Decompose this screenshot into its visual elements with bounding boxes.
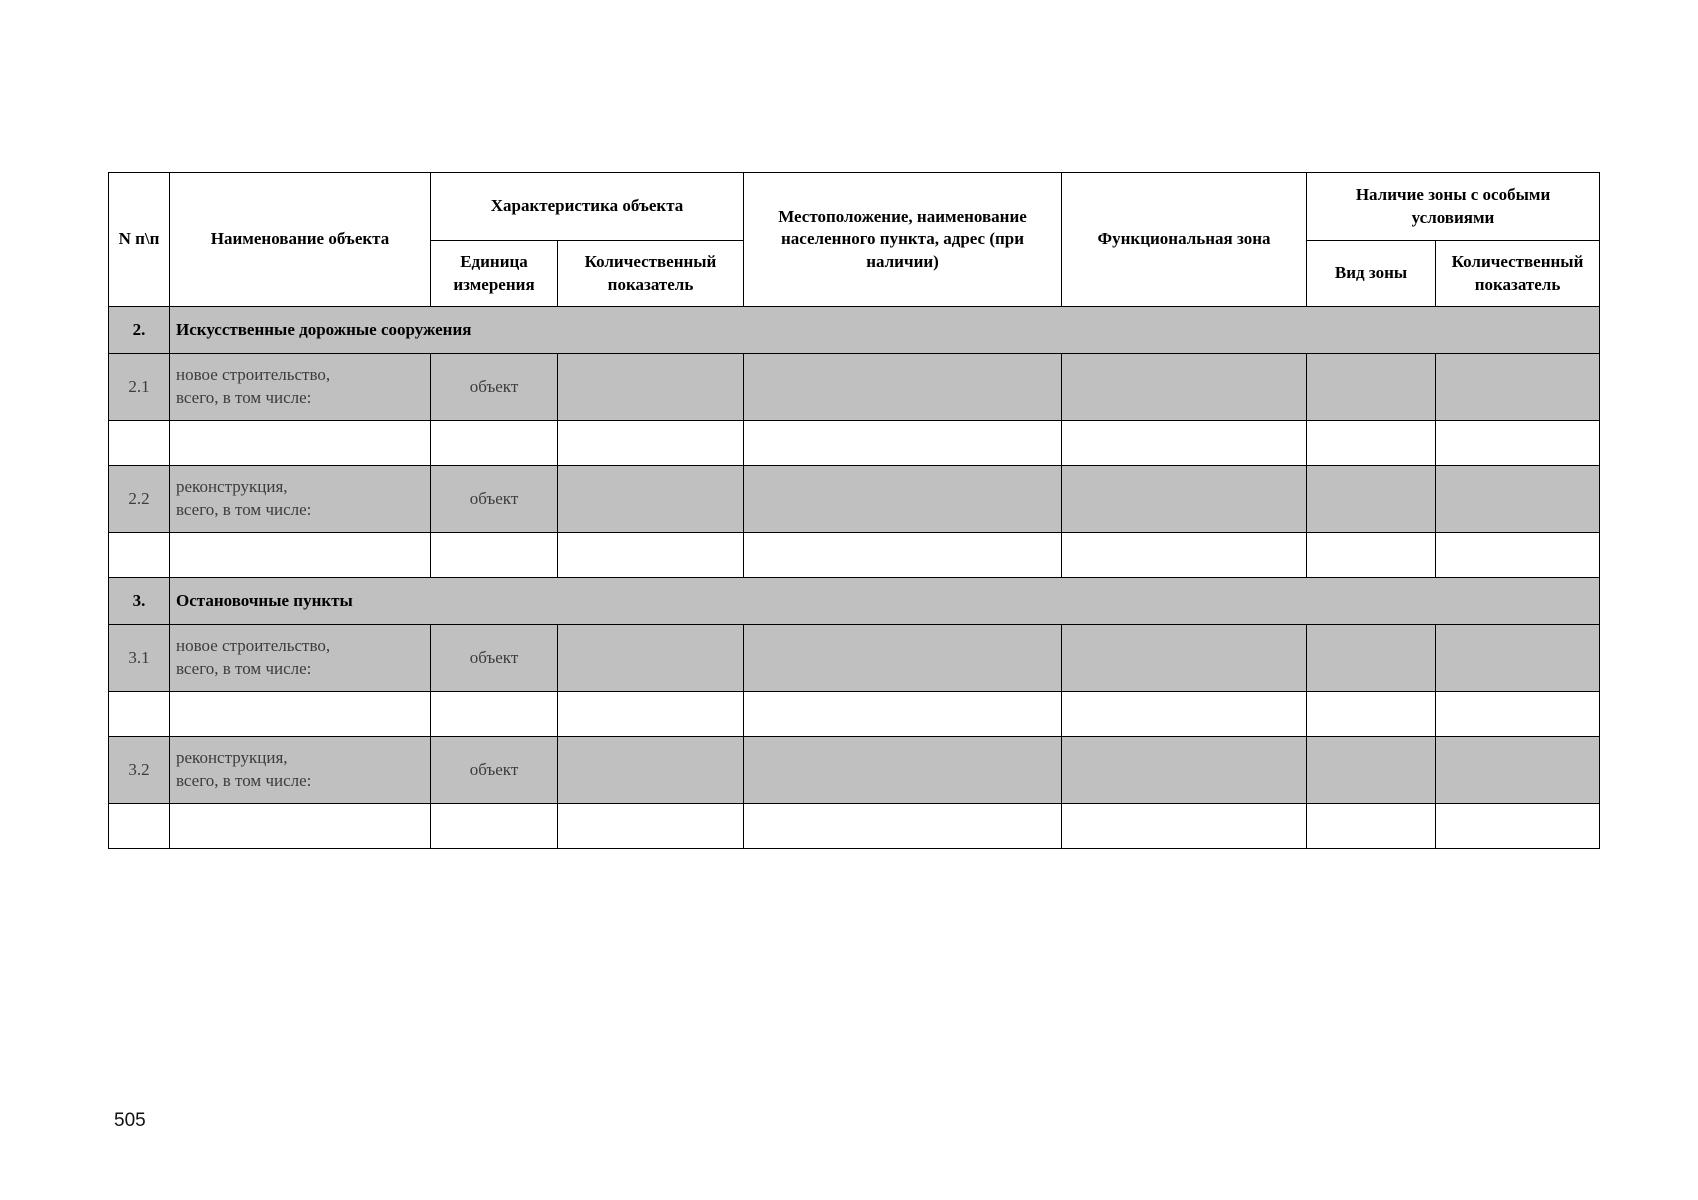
cell-zone-type: [1307, 466, 1436, 533]
empty-row: [109, 804, 1600, 849]
row-number: 2.1: [109, 354, 170, 421]
cell-zone-type: [1307, 354, 1436, 421]
cell-quantity: [558, 625, 744, 692]
header-num: N п\п: [109, 173, 170, 307]
cell-location: [744, 466, 1062, 533]
cell-zone-type: [1307, 737, 1436, 804]
table-row: [109, 625, 1600, 692]
cell-special-quantity: [1436, 625, 1600, 692]
header-zone-type: Вид зоны: [1307, 241, 1436, 307]
section-row: [109, 307, 1600, 354]
section-number: 2.: [109, 307, 170, 354]
cell-zone-type: [1307, 625, 1436, 692]
header-special-zone: Наличие зоны с особыми условиями: [1307, 173, 1600, 241]
header-quantity: Количественный показатель: [558, 241, 744, 307]
table-row: [109, 354, 1600, 421]
row-unit: объект: [431, 625, 558, 692]
row-unit: объект: [431, 737, 558, 804]
section-title: Остановочные пункты: [170, 578, 1600, 625]
row-unit: объект: [431, 466, 558, 533]
row-name: новое строительство, всего, в том числе:: [170, 625, 431, 692]
cell-special-quantity: [1436, 737, 1600, 804]
header-unit: Единица измерения: [431, 241, 558, 307]
header-name: Наименование объекта: [170, 173, 431, 307]
cell-zone: [1062, 737, 1307, 804]
row-unit: объект: [431, 354, 558, 421]
section-number: 3.: [109, 578, 170, 625]
cell-location: [744, 354, 1062, 421]
row-number: 3.1: [109, 625, 170, 692]
cell-special-quantity: [1436, 466, 1600, 533]
page-number: 505: [114, 1110, 146, 1131]
cell-quantity: [558, 354, 744, 421]
empty-row: [109, 692, 1600, 737]
row-number: 3.2: [109, 737, 170, 804]
cell-location: [744, 737, 1062, 804]
cell-special-quantity: [1436, 354, 1600, 421]
empty-row: [109, 421, 1600, 466]
cell-zone: [1062, 354, 1307, 421]
cell-zone: [1062, 466, 1307, 533]
section-title: Искусственные дорожные сооружения: [170, 307, 1600, 354]
table-row: [109, 466, 1600, 533]
header-characteristic: Характеристика объекта: [431, 173, 744, 241]
header-location: Местоположение, наименование населенного пункта, адрес (при наличии): [744, 173, 1062, 307]
empty-row: [109, 533, 1600, 578]
row-name: новое строительство, всего, в том числе:: [170, 354, 431, 421]
header-special-quantity: Количественный показатель: [1436, 241, 1600, 307]
cell-zone: [1062, 625, 1307, 692]
table-row: [109, 737, 1600, 804]
row-number: 2.2: [109, 466, 170, 533]
objects-table: [108, 172, 1600, 849]
cell-quantity: [558, 737, 744, 804]
section-row: [109, 578, 1600, 625]
row-name: реконструкция, всего, в том числе:: [170, 737, 431, 804]
cell-location: [744, 625, 1062, 692]
header-functional-zone: Функциональная зона: [1062, 173, 1307, 307]
cell-quantity: [558, 466, 744, 533]
row-name: реконструкция, всего, в том числе:: [170, 466, 431, 533]
